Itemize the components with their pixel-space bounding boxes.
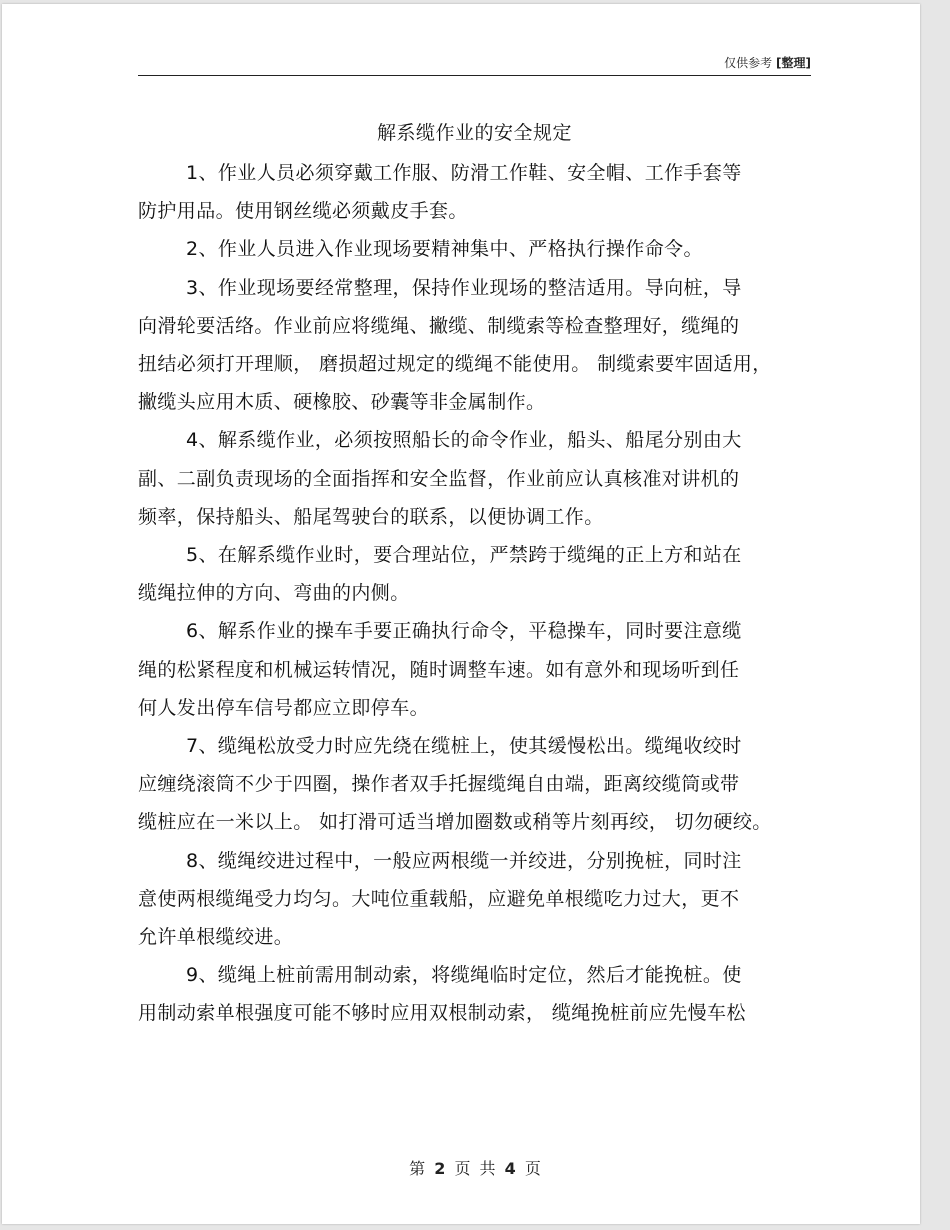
body-line: 允许单根缆绞进。	[138, 926, 294, 948]
body-line: 1、作业人员必须穿戴工作服、防滑工作鞋、安全帽、工作手套等	[186, 162, 742, 184]
header-divider	[138, 75, 811, 76]
body-line: 9、缆绳上桩前需用制动索，将缆绳临时定位，然后才能挽桩。使	[186, 964, 742, 986]
page-footer	[0, 1156, 950, 1179]
footer-total-pages: 4	[504, 1159, 516, 1178]
footer-middle: 页 共	[454, 1159, 496, 1178]
body-line: 撇缆头应用木质、硬橡胶、砂囊等非金属制作。	[138, 391, 546, 413]
body-line: 频率，保持船头、船尾驾驶台的联系，以便协调工作。	[138, 506, 604, 528]
body-line: 缆绳拉伸的方向、弯曲的内侧。	[138, 582, 410, 604]
body-line: 应缠绕滚筒不少于四圈，操作者双手托握缆绳自由端，距离绞缆筒或带	[138, 773, 740, 795]
footer-suffix: 页	[524, 1159, 541, 1178]
body-line: 5、在解系缆作业时，要合理站位，严禁跨于缆绳的正上方和站在	[186, 544, 742, 566]
body-line: 扭结必须打开理顺， 磨损超过规定的缆绳不能使用。 制缆索要牢固适用，	[138, 353, 772, 375]
body-line: 3、作业现场要经常整理，保持作业现场的整洁适用。导向桩，导	[186, 277, 742, 299]
body-line: 7、缆绳松放受力时应先绕在缆桩上，使其缓慢松出。缆绳收绞时	[186, 735, 742, 757]
body-line: 8、缆绳绞进过程中，一般应两根缆一并绞进，分别挽桩，同时注	[186, 850, 742, 872]
body-line: 缆桩应在一米以上。 如打滑可适当增加圈数或稍等片刻再绞， 切勿硬绞。	[138, 811, 772, 833]
header-bracket: [整理]	[776, 56, 811, 70]
page-header	[138, 54, 811, 74]
body-line: 何人发出停车信号都应立即停车。	[138, 697, 430, 719]
body-line: 向滑轮要活络。作业前应将缆绳、撇缆、制缆索等检查整理好，缆绳的	[138, 315, 740, 337]
body-line: 用制动索单根强度可能不够时应用双根制动索， 缆绳挽桩前应先慢车松	[138, 1002, 746, 1024]
body-line: 绳的松紧程度和机械运转情况，随时调整车速。如有意外和现场听到任	[138, 659, 740, 681]
document-page	[2, 4, 920, 1224]
footer-prefix: 第	[409, 1159, 426, 1178]
body-line: 6、解系作业的操车手要正确执行命令，平稳操车，同时要注意缆	[186, 620, 742, 642]
body-line: 2、作业人员进入作业现场要精神集中、严格执行操作命令。	[186, 238, 703, 260]
header-text: 仅供参考	[724, 56, 773, 70]
body-line: 意使两根缆绳受力均匀。大吨位重载船，应避免单根缆吃力过大，更不	[138, 888, 740, 910]
body-line: 副、二副负责现场的全面指挥和安全监督，作业前应认真核准对讲机的	[138, 468, 740, 490]
footer-page-number: 2	[434, 1159, 446, 1178]
body-line: 4、解系缆作业，必须按照船长的命令作业，船头、船尾分别由大	[186, 429, 742, 451]
body-line: 防护用品。使用钢丝缆必须戴皮手套。	[138, 200, 468, 222]
document-title: 解系缆作业的安全规定	[376, 122, 572, 144]
